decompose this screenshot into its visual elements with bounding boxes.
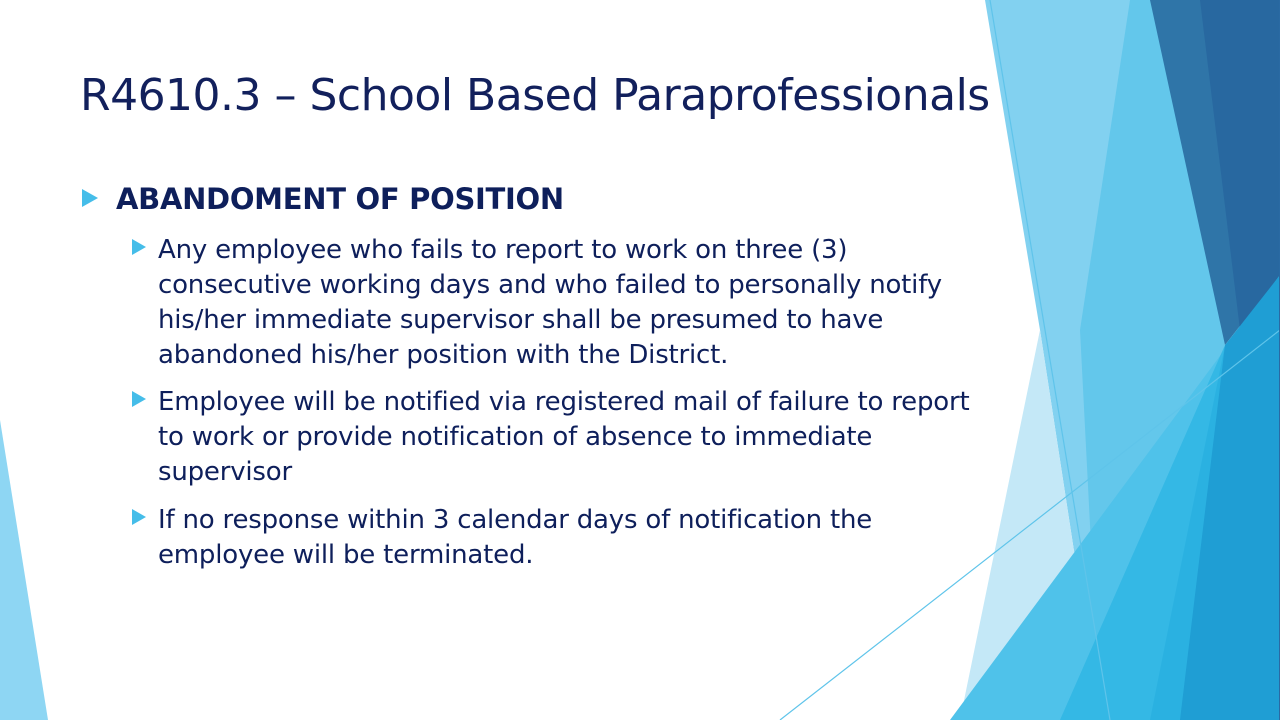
slide-title: R4610.3 – School Based Paraprofessionals	[80, 70, 990, 121]
bullet-item	[132, 503, 922, 573]
bullet-text: Any employee who fails to report to work on three (3) consecutive working days and who failed to personally notify his/her immediate supervisor shall be presumed to have abandoned his/her position with the District.	[158, 235, 942, 370]
bullet-arrow-icon	[132, 391, 146, 407]
bullet-item	[132, 233, 972, 373]
bullet-text: Employee will be notified via registered mail of failure to report to work or provide notification of absence to immediate supervisor	[158, 387, 970, 487]
heading-bullet	[82, 182, 564, 216]
heading-text: ABANDOMENT OF POSITION	[116, 182, 564, 216]
bullet-text: If no response within 3 calendar days of notification the employee will be terminated.	[158, 505, 873, 570]
bullet-arrow-icon	[82, 189, 98, 207]
bullet-arrow-icon	[132, 509, 146, 525]
bullet-arrow-icon	[132, 239, 146, 255]
bullet-item	[132, 385, 972, 490]
